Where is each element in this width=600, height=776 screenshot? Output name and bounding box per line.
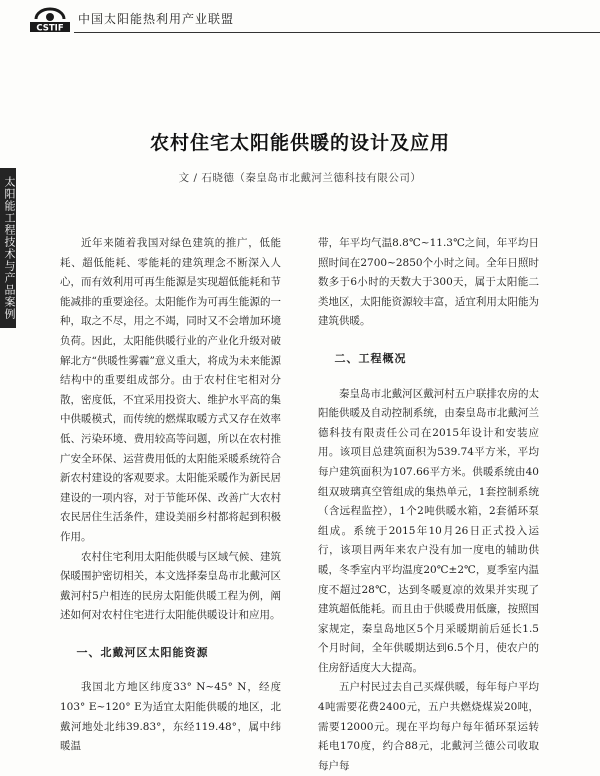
section1-paragraph: 我国北方地区纬度33° N~45° N，经度103° E~120° E为适宜太阳能供暖的地区，北戴河地处北纬39.83°，东经119.48°，属中纬暖温 xyxy=(60,681,281,753)
section2-paragraph: 五户村民过去自己买煤供暖，每年每户平均4吨需要花费2400元，五户共燃烧煤炭20吨，需要12000元。现在平均每户每年循环泵运转耗电170度，约合88元，北戴河兰德公司收取每户每 xyxy=(318,681,539,772)
continued-paragraph: 带，年平均气温8.8℃~11.3℃之间，年平均日照时间在2700~2850个小时之间。全年日照时数多于6小时的天数大于300天，属于太阳能二类地区，太阳能资源较丰富，适宜利用太阳能为建筑供暖。 xyxy=(318,237,539,328)
article-title: 农村住宅太阳能供暖的设计及应用 xyxy=(149,132,450,154)
section-heading: 二、工程概况 xyxy=(334,351,407,365)
right-column xyxy=(318,234,539,776)
intro-paragraph: 近年来随着我国对绿色建筑的推广，低能耗、超低能耗、零能耗的建筑理念不断深入人心，而有效利用可再生能源是实现超低能耗和节能减排的重要途径。太阳能作为可再生能源的一种，取之不尽，用之不竭，同时又不会增加环境负荷。因此，太阳能供暖行业的产业化升级对破解北方“供暖性雾霾”意义重大，将成为未来能源结构中的重要组成部分。由于农村住宅相对分散，密度低，不宜采用投资大、维护水平高的集中供暖模式，而传统的燃煤取暖方式又存在效率低、污染环境、费用较高等问题，所以在农村推广安全环保、运营费用低的太阳能采暖系统符合新农村建设的客观要求。太阳能采暖作为新民居建设的一项内容，对于节能环保、改善广大农村农民居住生活条件，建设美丽乡村都将起到积极作用。 xyxy=(60,237,281,543)
page-header xyxy=(0,0,600,34)
header-divider xyxy=(74,32,600,33)
side-section-tab: 太阳能工程技术与产品案例 xyxy=(0,168,16,328)
logo-text: CSTIF xyxy=(36,23,64,32)
section-heading: 一、北戴河区太阳能资源 xyxy=(76,645,209,659)
section2-paragraph: 秦皇岛市北戴河区戴河村五户联排农房的太阳能供暖及自动控制系统，由秦皇岛市北戴河兰德科技有限责任公司在2015年设计和安装应用。该项目总建筑面积为539.74平方米，平均每户建筑面积为107.66平方米。供暖系统由40组双玻璃真空管组成的集热单元，1套控制系统（含远程监控），1个2吨供暖水箱，2套循环泵组成。系统于2015年10月26日正式投入运行，该项目两年来农户没有加一度电的辅助供暖，冬季室内平均温度20℃±2℃，夏季室内温度不超过28℃，达到冬暖夏凉的效果并实现了建筑超低能耗。而且由于供暖费用低廉，按照国家规定，秦皇岛地区5个月采暖期前后延长1.5个月时间，全年供暖期达到6.5个月，使农户的住房舒适度大大提高。 xyxy=(318,387,539,674)
left-column xyxy=(60,234,281,757)
intro-paragraph: 农村住宅利用太阳能供暖与区域气候、建筑保暖围护密切相关，本文选择秦皇岛市北戴河区戴河村5户相连的民房太阳能供暖工程为例，阐述如何对农村住宅进行太阳能供暖设计和应用。 xyxy=(60,550,281,622)
header-title: 中国太阳能热利用产业联盟 xyxy=(78,12,235,26)
cstif-logo xyxy=(30,6,70,32)
article-byline: 文 / 石晓德（秦皇岛市北戴河兰德科技有限公司） xyxy=(178,172,422,184)
